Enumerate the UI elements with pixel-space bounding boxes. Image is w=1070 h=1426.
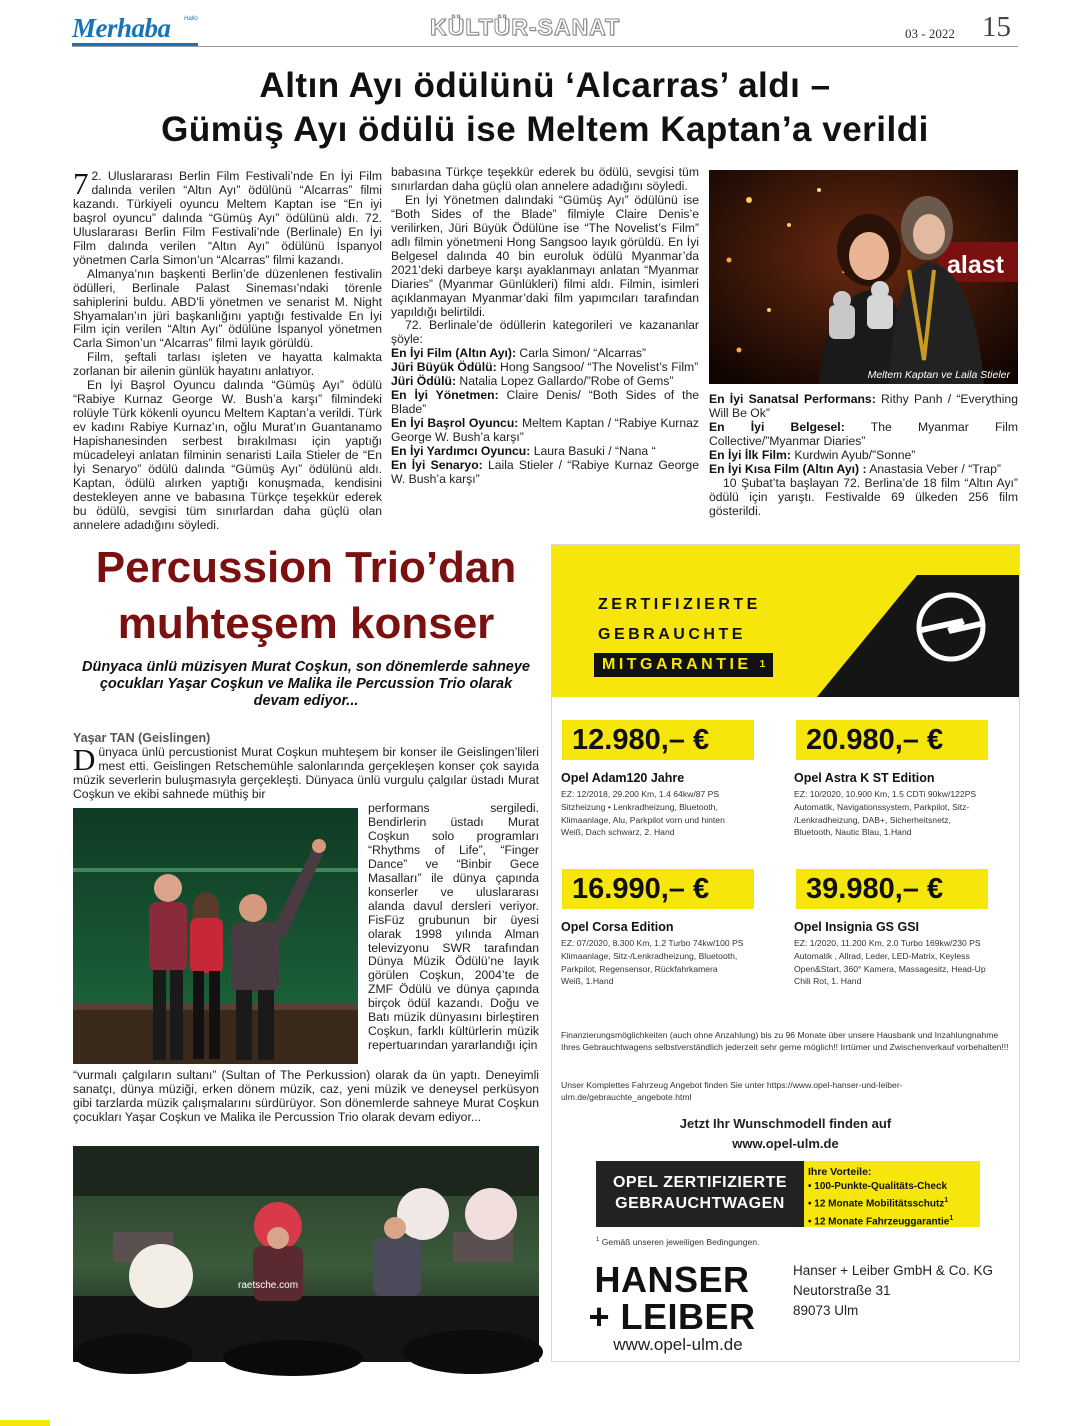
award-item <box>391 459 699 487</box>
trio-portrait-illustration <box>73 808 358 1064</box>
ad-cta-link[interactable]: www.opel-ulm.de <box>732 1136 839 1151</box>
award-item <box>709 393 1018 421</box>
car-name: Opel Corsa Edition <box>561 920 674 934</box>
award-winners-photo <box>709 170 1018 384</box>
award-item <box>709 449 1018 463</box>
article2-headline-line2: muhteşem konser <box>117 599 495 648</box>
concert-stage-photo <box>73 1146 539 1362</box>
ad-benefit-item <box>808 1212 978 1230</box>
car-name: Opel Astra K ST Edition <box>794 771 935 785</box>
award-value: Rithy Panh / “Everything Will Be Ok” <box>709 392 1018 420</box>
award-label: En İyi Film (Altın Ayı): <box>391 346 517 361</box>
car-price: 39.980,– € <box>796 869 988 909</box>
article1-paragraph-7: 10 Şubat’ta başlayan 72. Berlina’de 18 film “Altın Ayı” ödülü için yarıştı. Festivalde 69 ülkeden 256 film gösterildi. <box>709 475 1018 518</box>
masthead-subtitle: Hallo <box>184 16 198 22</box>
ad-benefit-item <box>808 1194 978 1212</box>
ad-call-to-action <box>552 1114 1019 1154</box>
award-label: En İyi Yönetmen: <box>391 388 499 403</box>
article2-intro <box>73 742 539 802</box>
award-value: Anastasia Veber / “Trap” <box>866 461 1001 476</box>
article1-headline-line2: Gümüş Ayı ödülü ise Meltem Kaptan’a verildi <box>161 110 929 149</box>
article2-subtitle: Dünyaca ünlü müzisyen Murat Coşkun, son dönemlerde sahneye çocukları Yaşar Coşkun ve Malika ile Percussion Trio olarak devam ediyor... <box>82 659 530 709</box>
dealer-logo-line1: HANSER <box>594 1259 750 1300</box>
article1-paragraph-2: Almanya’nın başkenti Berlin’de düzenlenen festivalin ödülleri, Berlinale Palast Sineması’ndaki törenle sahiplerini buldu. ABD’li yönetmen ve senarist M. Night Shyamalan’ın jüri başkanlığını yaptığı festivalde En İyi Film için verilen “Altın Ayı” ödülüne İspanyol yönetmen Carla Simon’un “Alcarras” filmi layık görüldü. <box>73 266 382 351</box>
masthead-title: Merhaba <box>72 13 171 43</box>
car-description: EZ: 12/2018, 29.200 Km, 1.4 64kw/87 PS Sitzheizung • Lenkradheizung, Bluetooth, Klimaanlage, Alu, Parkpilot vorn und hinten Weiß, Dach schwarz, 2. Hand <box>561 789 725 838</box>
dealer-city: 89073 Ulm <box>793 1303 859 1318</box>
ad-footnote <box>596 1237 759 1247</box>
article2-headline <box>60 540 552 652</box>
award-list <box>391 347 699 487</box>
award-value: Meltem Kaptan / “Rabiye Kurnaz George W. Bush’a karşı” <box>391 416 699 445</box>
article1-headline-line1: Altın Ayı ödülünü ‘Alcarras’ aldı – <box>259 66 831 105</box>
article1-paragraph-4-continued: babasına Türkçe teşekkür ederek bu ödülü, sevgisi tüm sınırlardan daha güçlü olan annelere adadığını söyledi. <box>391 165 699 193</box>
award-label: En İyi Sanatsal Performans: <box>709 392 876 406</box>
article1-column-2 <box>391 166 699 487</box>
award-label: En İyi Senaryo: <box>391 458 483 473</box>
issue-date: 03 - 2022 <box>905 26 955 41</box>
ad-headline-line2: GEBRAUCHTE <box>598 626 746 643</box>
car-name: Opel Adam120 Jahre <box>561 771 685 785</box>
ad-banner-line1: OPEL ZERTIFIZIERTE <box>612 1174 788 1191</box>
award-label: En İyi Kısa Film (Altın Ayı) : <box>709 461 867 476</box>
ad-footnote-marker: 1 <box>759 659 766 670</box>
car-description: EZ: 1/2020, 11.200 Km, 2.0 Turbo 169kw/230 PS Automatik , Allrad, Leder, LED-Matrix, Keyless Open&Start, 360° Kamera, Massagesitz, Head-Up Chili Rot, 1. Hand <box>794 938 986 987</box>
car-price: 12.980,– € <box>562 720 754 760</box>
header-divider <box>72 46 1018 47</box>
award-label: En İyi Başrol Oyuncu: <box>391 416 519 431</box>
opel-advertisement <box>551 544 1020 1362</box>
award-value: Carla Simon/ “Alcarras” <box>516 346 647 361</box>
dealer-logo <box>558 1261 786 1335</box>
award-value: Laila Stieler / “Rabiye Kurnaz George W. Bush’a karşı” <box>391 458 699 486</box>
award-item <box>709 463 1018 477</box>
ad-benefit-text: • 100-Punkte-Qualitäts-Check <box>808 1180 948 1192</box>
car-price: 20.980,– € <box>796 720 988 760</box>
award-label: En İyi Belgesel: <box>709 419 845 434</box>
award-label: Jüri Büyük Ödülü: <box>391 360 497 375</box>
award-item <box>391 417 699 445</box>
dealer-address <box>793 1261 993 1321</box>
ad-footnote-marker: 1 <box>944 1197 949 1204</box>
car-description: EZ: 07/2020, 8.300 Km, 1.2 Turbo 74kw/100 PS Klimaanlage, Sitz-/Lenkradheizung, Bluetooth, Parkpilot, Regensensor, Rückfahrkamera Weiß, 1.Hand <box>561 938 744 987</box>
ad-footnote-text: Gemäß unseren jeweiligen Bedingungen. <box>599 1237 760 1247</box>
award-item <box>709 421 1018 449</box>
award-value: Natalia Lopez Gallardo/”Robe of Gems” <box>456 374 674 389</box>
trio-portrait-photo <box>73 808 358 1064</box>
ad-cta-line1: Jetzt Ihr Wunschmodell finden auf <box>679 1116 892 1131</box>
award-label: En İyi İlk Film: <box>709 447 791 462</box>
car-price: 16.990,– € <box>562 869 754 909</box>
opel-logo-icon <box>817 575 1019 697</box>
article1-paragraph-1 <box>73 166 382 268</box>
article2-dropcap: D <box>73 742 96 777</box>
award-item <box>391 445 699 459</box>
car-description: EZ: 10/2020, 10.900 Km, 1.5 CDTi 90kw/122PS Automatik, Navigationssystem, Parkpilot, Sitz- /Lenkradheizung, DAB+, Sicherheitsnetz, Bluetooth, Nautic Blau, 1.Hand <box>794 789 977 838</box>
article2-byline: Yaşar TAN (Geislingen) <box>73 731 211 745</box>
photo-caption: Meltem Kaptan ve Laila Stieler <box>867 369 1010 381</box>
award-label: Jüri Ödülü: <box>391 374 456 389</box>
article2-side-column <box>368 802 539 1053</box>
award-value: Laura Basuki / “Nana “ <box>530 444 656 459</box>
concert-stage-illustration <box>73 1146 539 1362</box>
ad-footnote-marker: 1 <box>949 1214 954 1222</box>
award-item <box>391 389 699 417</box>
dealer-company: Hanser + Leiber GmbH & Co. KG <box>793 1263 993 1278</box>
article1-paragraph-3: Film, şeftali tarlası işleten ve hayatta kalmakta zorlanan bir ailenin günlük hayatını anlatıyor. <box>73 350 382 379</box>
masthead-logo <box>72 14 200 46</box>
dealer-logo-line2: + LEIBER <box>588 1296 756 1337</box>
award-winners-illustration <box>709 170 1018 384</box>
backdrop-text: alast <box>947 251 1004 279</box>
award-label: En İyi Yardımcı Oyuncu: <box>391 444 531 459</box>
ad-benefits-title: Ihre Vorteile: <box>808 1166 872 1178</box>
ad-headline-line3 <box>594 653 773 677</box>
article1-paragraph-4: En İyi Başrol Oyuncu dalında “Gümüş Ayı” ödülü “Rabiye Kurnaz George W. Bush’a karşı” filmindeki rolüyle Türk kökenli oyuncu Meltem Kaptan’a verildi. Türk ev kadını Rabiye Kurnaz’ın, oğlu Murat’ın Guantanamo Hapishanesinden serbest bırakılması için yaptığı mücadeleyi anlatan filminin senaristi Laila Stieler de “En İyi Senaryo” ödülü dalında “Gümüş Ayı” ödülünü aldı. Kaptan, ödülü alırken yaptığı konuşmada, kendisini destekleyen anne ve babasına Türkçe teşekkür ederek bu ödülü, sevgisi tüm sınırlardan daha güçlü olan annelere adadığını söyledi. <box>73 378 382 532</box>
ad-banner-title <box>596 1161 804 1227</box>
award-value: The Myanmar Film Collective/”Myanmar Diaries” <box>709 419 1018 448</box>
corner-color-mark <box>0 1420 50 1426</box>
ad-certified-banner <box>596 1161 980 1227</box>
ad-benefit-text: • 12 Monate Mobilitätsschutz <box>808 1198 945 1210</box>
ad-benefits <box>808 1165 978 1230</box>
award-value: Kurdwin Ayub/”Sonne” <box>790 447 916 462</box>
ad-url-note: Unser Komplettes Fahrzeug Angebot finden Sie unter https://www.opel-hanser-und-leiber-ulm.de/gebrauchte_angebote.html <box>561 1080 903 1102</box>
ad-footnote-marker: 1 <box>596 1237 600 1244</box>
article1-paragraph-6: 72. Berlinale’de ödüllerin kategorileri ve kazananlar şöyle: <box>391 318 699 347</box>
dealer-street: Neutorstraße 31 <box>793 1283 891 1298</box>
article1-dropcap: 7 <box>73 166 89 201</box>
article1-paragraph-5: En İyi Yönetmen dalındaki “Gümüş Ayı” ödülünü ise “Both Sides of the Blade” filmiyle Claire Denis’e verilirken, Jüri Büyük Ödülüne ise “The Novelist’s Film” adlı filmin yönetmeni Hong Sangsoo layık görüldü. En İyi Belgesel dalında 40 bin euroluk ödülü Myanmar’da 2021’deki darbeye karşı ayaklanmayı anlatan “Myanmar Diaries” (Myanmar Günlükleri) filmi aldı. Filmin, isimleri açıklanmayan Myanmar’daki film yapımcıları tarafından yapıldığı belirtildi. <box>391 192 699 319</box>
photo-watermark: raetsche.com <box>238 1280 299 1291</box>
article2-intro-text: ünyaca ünlü percustionist Murat Coşkun muhteşem bir konser ile Geislingen’lileri mest etti. Geislingen Retschemühle salonlarında gerçekleşen konser çok sayıda müzik severlerin buluşmasıyla gerçekleşti. Dünyaca ünlü vurgulu çalgılar üstadı Murat Coşkun ve ekibi sahnede müthiş bir <box>73 745 539 801</box>
article1-paragraph-1-text: 2. Uluslararası Berlin Film Festivali’nde En İyi Film dalında verilen “Altın Ayı” ödülünü “Alcarras” filmi kazandı. Türkiyeli oyuncu Meltem Kaptan ise “En iyi başrol oyuncu” dalında “Gümüş Ayı” ödülünü aldı. 72. Uluslararası Berlin Film Festivali’nde (Berlinale) En İyi Film dalında verilen “Altın Ayı” ödülünü İspanyol yönetmen Carla Simon’un “Alcarras” filmi kazandı. <box>73 169 382 267</box>
article1-headline <box>60 64 1030 152</box>
award-value: Hong Sangsoo/ “The Novelist’s Film” <box>496 360 699 375</box>
ad-headline-line3-text: MITGARANTIE <box>602 656 752 673</box>
page-number: 15 <box>982 11 1011 43</box>
ad-benefit-text: • 12 Monate Fahrzeuggarantie <box>808 1216 950 1228</box>
article2-intro-paragraph <box>73 742 539 802</box>
ad-finance-note: Finanzierungsmöglichkeiten (auch ohne Anzahlung) bis zu 96 Monate über unsere Hausbank und Inzahlungnahme Ihres Gebrauchtwagens selbstverständlich jederzeit sehr gerne möglich!! Irrtümer und Zwischenverkauf vorbehalten!!! <box>561 1030 1009 1052</box>
article2-side-text: performans sergiledi. Bendirlerin üstadı Murat Coşkun solo programları “Rhythms of Life”, “Finger Dance” ve “Binbir Gece Masalları” ile dünya çapında konserler ve uluslararası alanda davul dersleri veriyor. FisFüz grubunun bir üyesi olarak 1998 yılında Alman televizyonu SWR tarafından Dünya Müzik Ödülü’ne layık görülen Coşkun, 2004’te de ZMF Ödülü ve dünya çapında birçok ödül kazandı. Doğu ve Batı müzik dünyasını birleştiren Coşkun, farklı kültürlerin müzik repertuarından yararlandığı için <box>368 801 539 1053</box>
article2-ending <box>73 1069 539 1125</box>
ad-banner-line2: GEBRAUCHTWAGEN <box>615 1195 785 1212</box>
ad-benefit-item <box>808 1180 978 1195</box>
article2-ending-text: “vurmalı çalgıların sultanı” (Sultan of The Perkussion) olarak da ün yaptı. Deneyimli sanatçı, dünya müziği, erken dönem müzik, caz, yeni müzik ve deneysel perküsyon gibi tarzlarda müzik çalışmalarını sürdürüyor. Son dönemlerde sahneye Murat Coşkun çocukları Yaşar Coşkun ve Malika ile Percussion Trio olarak devam ediyor... <box>73 1068 539 1124</box>
article2-headline-line1: Percussion Trio’dan <box>95 543 517 592</box>
article1-column-3 <box>709 393 1018 519</box>
article1-column-1 <box>73 166 382 532</box>
section-title: KÜLTÜR-SANAT <box>430 14 621 40</box>
ad-headline-line1: ZERTIFIZIERTE <box>598 596 761 613</box>
car-name: Opel Insignia GS GSI <box>794 920 920 934</box>
dealer-website-link[interactable]: www.opel-ulm.de <box>613 1335 743 1354</box>
award-value: Claire Denis/ “Both Sides of the Blade” <box>391 388 699 417</box>
